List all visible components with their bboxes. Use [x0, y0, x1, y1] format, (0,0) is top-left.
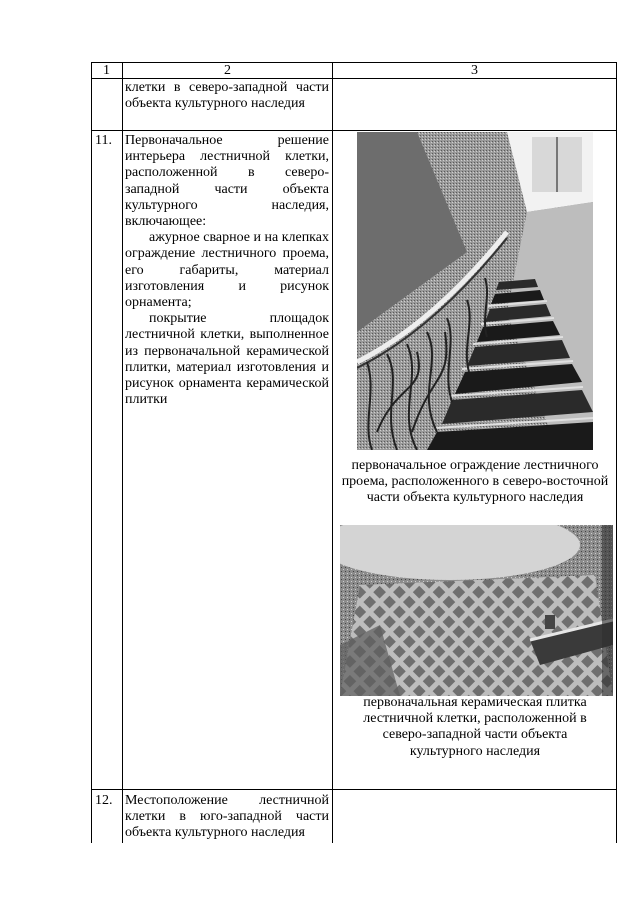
- col-divider-1: [122, 62, 123, 843]
- table-border-right: [616, 62, 617, 843]
- header-col3: 3: [471, 63, 478, 78]
- cont-row-text: клетки в северо-западной части объекта культурного наследия: [125, 80, 329, 112]
- table-border-left: [91, 62, 92, 843]
- row11-number: 11.: [95, 133, 112, 148]
- row12-number: 12.: [95, 793, 113, 808]
- row11-item2: покрытие площадок лестничной клетки, выполненное из первоначальной керамической плитки, материал изготовления и рисунок орнамента керамической плитки: [125, 311, 329, 408]
- header-rule: [91, 78, 617, 79]
- caption-tile: первоначальная керамическая плитка лестничной клетки, расположенной в северо-западной части объекта культурного наследия: [363, 695, 587, 759]
- header-col2: 2: [224, 63, 231, 78]
- staircase-railing-photo: [357, 132, 593, 450]
- caption-railing: первоначальное ограждение лестничного проема, расположенного в северо-восточной части объекта культурного наследия: [341, 458, 609, 506]
- row-rule-cont: [91, 130, 617, 131]
- col-divider-2: [332, 62, 333, 843]
- row11-item1: ажурное сварное и на клепках ограждение лестничного проема, его габариты, материал изготовления и рисунок орнамента;: [125, 230, 329, 311]
- ceramic-tile-photo: [340, 525, 613, 696]
- row11-intro: Первоначальное решение интерьера лестничной клетки, расположенной в северо-западной части объекта культурного наследия, включающее:: [125, 133, 329, 230]
- header-col1: 1: [103, 63, 110, 78]
- row-rule-11: [91, 789, 617, 790]
- row11-description: [125, 133, 329, 408]
- row12-description: Местоположение лестничной клетки в юго-западной части объекта культурного наследия: [125, 793, 329, 841]
- monuments-table: [91, 62, 617, 843]
